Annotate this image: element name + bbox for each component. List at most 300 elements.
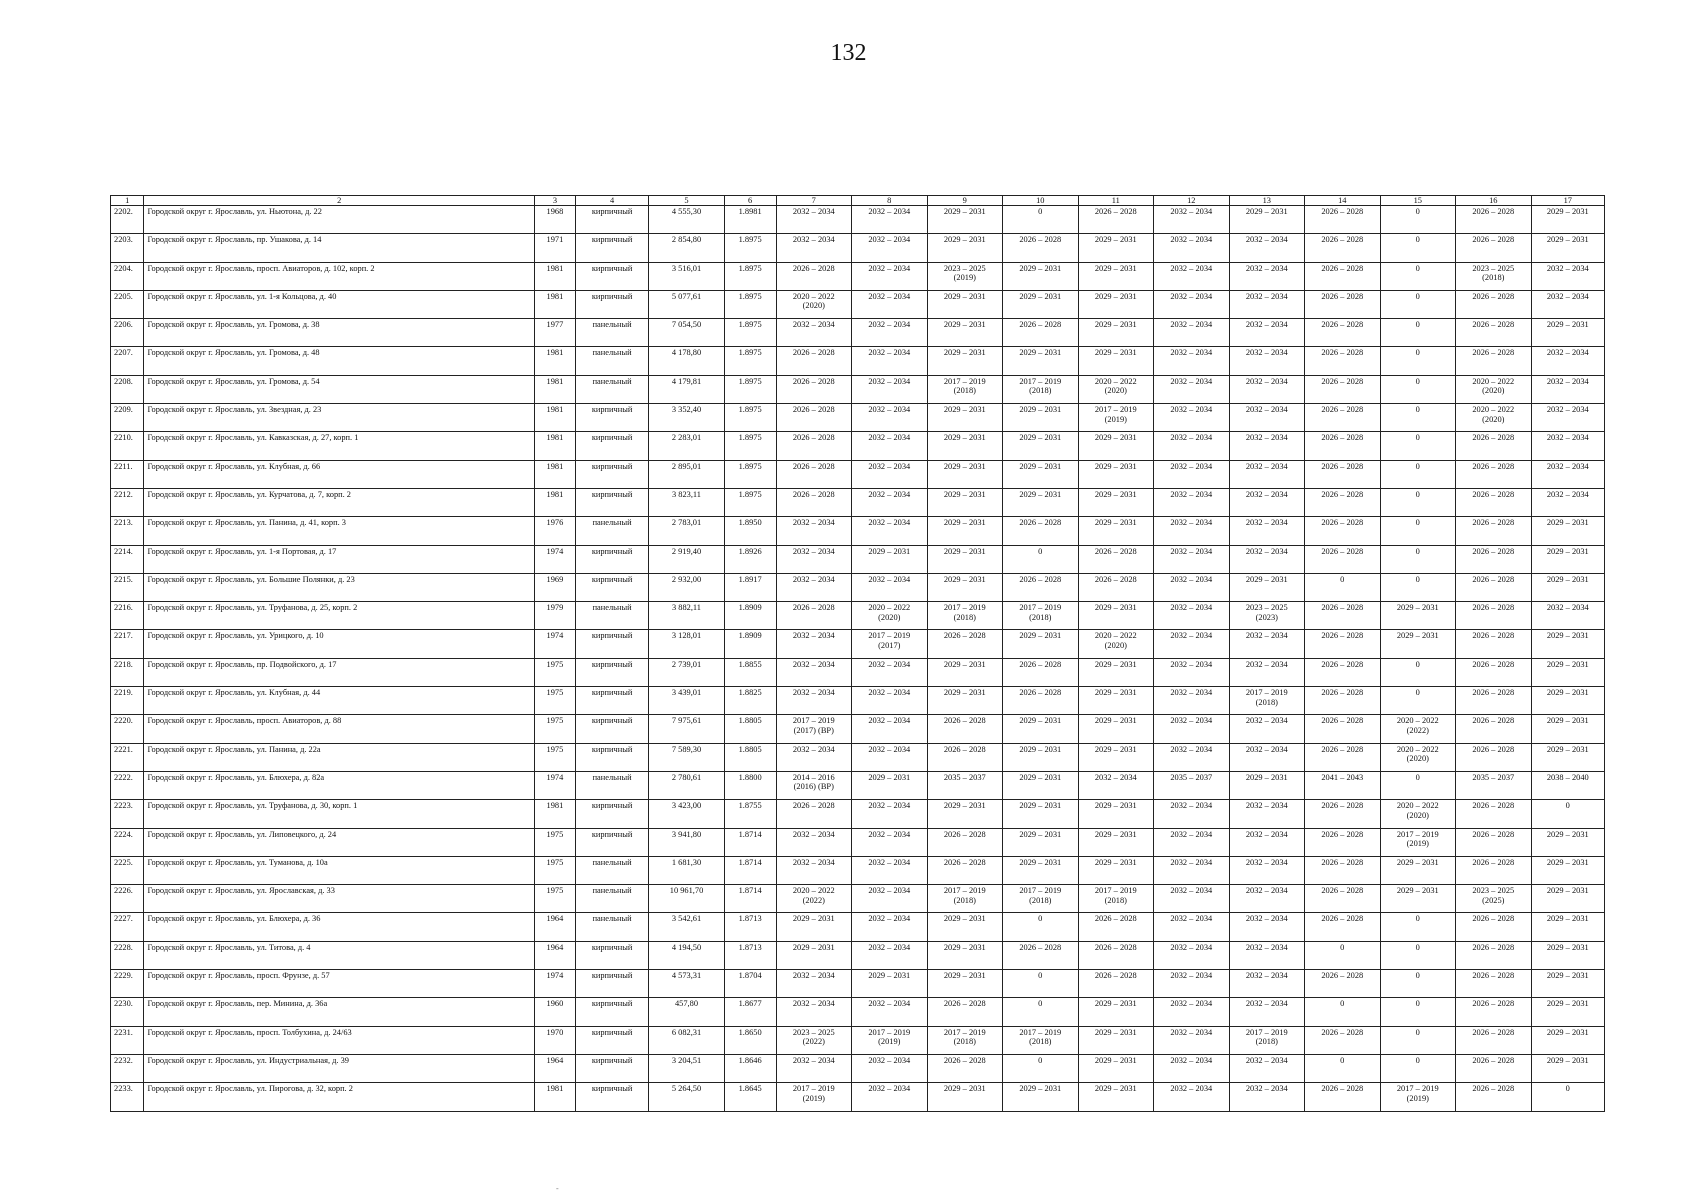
table-cell: 2032 – 2034: [852, 800, 928, 828]
table-cell: 2032 – 2034: [776, 743, 852, 771]
table-cell: 2032 – 2034: [852, 856, 928, 884]
table-cell: 2032 – 2034: [1154, 488, 1230, 516]
table-cell: 2026 – 2028: [1305, 715, 1381, 743]
table-cell: 4 194,50: [649, 941, 725, 969]
table-cell: 2032 – 2034: [776, 545, 852, 573]
table-cell: 2026 – 2028: [776, 800, 852, 828]
table-cell: 2029 – 2031: [927, 319, 1003, 347]
table-cell: 1.8825: [724, 687, 776, 715]
address-cell: Городской округ г. Ярославль, ул. Труфанова, д. 30, корп. 1: [144, 800, 534, 828]
table-cell: 2026 – 2028: [1456, 630, 1532, 658]
table-cell: 2032 – 2034: [1531, 488, 1604, 516]
table-cell: 2032 – 2034: [1154, 460, 1230, 488]
table-cell: 2032 – 2034: [1229, 517, 1305, 545]
table-row: [111, 206, 1605, 234]
table-cell: 2032 – 2034: [852, 573, 928, 601]
address-cell: Городской округ г. Ярославль, ул. Туманова, д. 10а: [144, 856, 534, 884]
table-cell: 2029 – 2031: [1003, 290, 1079, 318]
table-cell: 2026 – 2028: [1456, 347, 1532, 375]
row-number-cell: 2210.: [111, 432, 144, 460]
table-cell: 2029 – 2031: [852, 545, 928, 573]
table-row: [111, 771, 1605, 799]
row-number-cell: 2221.: [111, 743, 144, 771]
table-cell: 1974: [534, 771, 575, 799]
table-cell: 2032 – 2034: [1154, 885, 1230, 913]
table-cell: 2023 – 2025 (2022): [776, 1026, 852, 1054]
column-header: 5: [649, 196, 725, 206]
column-header: 17: [1531, 196, 1604, 206]
table-row: [111, 885, 1605, 913]
column-header: 2: [144, 196, 534, 206]
table-cell: 2032 – 2034: [1154, 913, 1230, 941]
table-cell: 2026 – 2028: [1003, 573, 1079, 601]
table-cell: 2026 – 2028: [1003, 319, 1079, 347]
table-cell: 2026 – 2028: [1305, 404, 1381, 432]
table-cell: 3 439,01: [649, 687, 725, 715]
table-cell: 2032 – 2034: [1229, 970, 1305, 998]
table-cell: 2026 – 2028: [1456, 460, 1532, 488]
table-cell: кирпичный: [575, 743, 648, 771]
table-cell: 2029 – 2031: [1003, 800, 1079, 828]
address-cell: Городской округ г. Ярославль, ул. 1-я Портовая, д. 17: [144, 545, 534, 573]
column-number-row: [111, 196, 1605, 206]
table-cell: 1975: [534, 885, 575, 913]
table-cell: 2029 – 2031: [1003, 771, 1079, 799]
table-cell: 2029 – 2031: [927, 488, 1003, 516]
table-cell: 2026 – 2028: [1456, 970, 1532, 998]
table-cell: 2026 – 2028: [927, 743, 1003, 771]
row-number-cell: 2226.: [111, 885, 144, 913]
table-cell: 2032 – 2034: [852, 913, 928, 941]
table-row: [111, 375, 1605, 403]
table-cell: 1.8909: [724, 602, 776, 630]
row-number-cell: 2232.: [111, 1054, 144, 1082]
table-cell: 2014 – 2016 (2016) (ВР): [776, 771, 852, 799]
table-cell: 2029 – 2031: [1531, 517, 1604, 545]
table-cell: 2026 – 2028: [776, 602, 852, 630]
table-cell: 1.8917: [724, 573, 776, 601]
table-cell: 0: [1380, 432, 1456, 460]
table-cell: 2032 – 2034: [1229, 234, 1305, 262]
table-cell: 1 681,30: [649, 856, 725, 884]
table-cell: 2026 – 2028: [1456, 290, 1532, 318]
table-cell: 1974: [534, 545, 575, 573]
table-cell: 1.8713: [724, 913, 776, 941]
table-cell: 2026 – 2028: [1456, 545, 1532, 573]
table-cell: 2026 – 2028: [927, 828, 1003, 856]
address-cell: Городской округ г. Ярославль, ул. Индустриальная, д. 39: [144, 1054, 534, 1082]
table-cell: 2026 – 2028: [1456, 432, 1532, 460]
column-header: 15: [1380, 196, 1456, 206]
table-cell: 1.8800: [724, 771, 776, 799]
table-row: [111, 998, 1605, 1026]
table-cell: 2029 – 2031: [1229, 771, 1305, 799]
table-cell: 1981: [534, 375, 575, 403]
address-cell: Городской округ г. Ярославль, просп. Толбухина, д. 24/63: [144, 1026, 534, 1054]
table-cell: 3 128,01: [649, 630, 725, 658]
table-cell: 2032 – 2034: [1154, 545, 1230, 573]
table-cell: 2023 – 2025 (2023): [1229, 602, 1305, 630]
table-cell: 1974: [534, 630, 575, 658]
table-cell: 0: [1380, 970, 1456, 998]
address-cell: Городской округ г. Ярославль, ул. Громова, д. 54: [144, 375, 534, 403]
table-cell: 0: [1380, 658, 1456, 686]
table-cell: 1.8981: [724, 206, 776, 234]
table-cell: 2026 – 2028: [1456, 1026, 1532, 1054]
table-row: [111, 913, 1605, 941]
table-cell: 2032 – 2034: [776, 828, 852, 856]
table-cell: 2032 – 2034: [1154, 290, 1230, 318]
table-cell: 2032 – 2034: [1154, 347, 1230, 375]
table-cell: кирпичный: [575, 262, 648, 290]
page-number: 132: [830, 40, 867, 66]
table-cell: 2032 – 2034: [1154, 1054, 1230, 1082]
table-cell: 2032 – 2034: [1154, 800, 1230, 828]
table-cell: 2029 – 2031: [1531, 319, 1604, 347]
table-row: [111, 630, 1605, 658]
row-number-cell: 2220.: [111, 715, 144, 743]
table-cell: 2026 – 2028: [1456, 517, 1532, 545]
table-cell: 4 178,80: [649, 347, 725, 375]
table-cell: 2029 – 2031: [927, 234, 1003, 262]
table-cell: 457,80: [649, 998, 725, 1026]
table-cell: 2026 – 2028: [776, 375, 852, 403]
table-cell: 2017 – 2019 (2018): [1229, 687, 1305, 715]
table-cell: 2020 – 2022 (2020): [1380, 743, 1456, 771]
table-cell: 2029 – 2031: [1003, 404, 1079, 432]
table-cell: кирпичный: [575, 1054, 648, 1082]
table-cell: 2023 – 2025 (2018): [1456, 262, 1532, 290]
table-cell: 2032 – 2034: [1154, 715, 1230, 743]
table-cell: 2026 – 2028: [776, 347, 852, 375]
table-cell: 2026 – 2028: [1003, 941, 1079, 969]
table-cell: кирпичный: [575, 828, 648, 856]
table-cell: 2026 – 2028: [1003, 658, 1079, 686]
table-cell: 2029 – 2031: [1078, 1054, 1154, 1082]
table-cell: 2032 – 2034: [1229, 828, 1305, 856]
table-cell: кирпичный: [575, 998, 648, 1026]
table-cell: 2 919,40: [649, 545, 725, 573]
table-cell: 2026 – 2028: [927, 715, 1003, 743]
table-cell: 2026 – 2028: [1305, 602, 1381, 630]
table-cell: кирпичный: [575, 800, 648, 828]
table-cell: 4 555,30: [649, 206, 725, 234]
table-cell: 2026 – 2028: [927, 856, 1003, 884]
table-cell: 2023 – 2025 (2025): [1456, 885, 1532, 913]
table-cell: 2032 – 2034: [852, 998, 928, 1026]
table-cell: 0: [1380, 573, 1456, 601]
table-cell: 2026 – 2028: [1305, 460, 1381, 488]
column-header: 13: [1229, 196, 1305, 206]
table-cell: 3 423,00: [649, 800, 725, 828]
table-cell: кирпичный: [575, 573, 648, 601]
table-cell: 2026 – 2028: [1305, 885, 1381, 913]
address-cell: Городской округ г. Ярославль, ул. 1-я Кольцова, д. 40: [144, 290, 534, 318]
scan-mark: -: [556, 1184, 559, 1193]
table-cell: 2026 – 2028: [1456, 743, 1532, 771]
row-number-cell: 2225.: [111, 856, 144, 884]
table-cell: 2029 – 2031: [1229, 573, 1305, 601]
table-cell: 1964: [534, 913, 575, 941]
table-cell: 2032 – 2034: [852, 347, 928, 375]
address-cell: Городской округ г. Ярославль, просп. Авиаторов, д. 102, корп. 2: [144, 262, 534, 290]
table-cell: 1.8704: [724, 970, 776, 998]
row-number-cell: 2209.: [111, 404, 144, 432]
address-cell: Городской округ г. Ярославль, ул. Ярославская, д. 33: [144, 885, 534, 913]
table-cell: 1968: [534, 206, 575, 234]
table-row: [111, 1026, 1605, 1054]
row-number-cell: 2205.: [111, 290, 144, 318]
table-cell: 2017 – 2019 (2019): [1380, 1083, 1456, 1111]
table-cell: 2017 – 2019 (2018): [1003, 602, 1079, 630]
address-cell: Городской округ г. Ярославль, ул. Труфанова, д. 25, корп. 2: [144, 602, 534, 630]
table-cell: 1981: [534, 262, 575, 290]
table-cell: 2032 – 2034: [1078, 771, 1154, 799]
table-cell: 2032 – 2034: [1154, 998, 1230, 1026]
table-cell: 1960: [534, 998, 575, 1026]
table-row: [111, 602, 1605, 630]
housing-register-table: [110, 195, 1605, 1112]
table-cell: 2020 – 2022 (2020): [1456, 404, 1532, 432]
table-cell: 2032 – 2034: [776, 970, 852, 998]
table-cell: 0: [1380, 687, 1456, 715]
row-number-cell: 2206.: [111, 319, 144, 347]
table-cell: 1971: [534, 234, 575, 262]
table-cell: 2029 – 2031: [1531, 913, 1604, 941]
table-cell: 2029 – 2031: [1003, 630, 1079, 658]
table-cell: 0: [1380, 545, 1456, 573]
table-row: [111, 687, 1605, 715]
table-cell: 1.8755: [724, 800, 776, 828]
row-number-cell: 2218.: [111, 658, 144, 686]
table-cell: 2032 – 2034: [1154, 206, 1230, 234]
table-cell: 2029 – 2031: [1531, 1026, 1604, 1054]
table-cell: 2032 – 2034: [1229, 404, 1305, 432]
table-cell: 3 516,01: [649, 262, 725, 290]
table-cell: панельный: [575, 602, 648, 630]
table-cell: 2 895,01: [649, 460, 725, 488]
table-cell: 2026 – 2028: [1305, 290, 1381, 318]
table-cell: 1.8714: [724, 885, 776, 913]
table-cell: кирпичный: [575, 460, 648, 488]
table-cell: 2029 – 2031: [1531, 970, 1604, 998]
table-cell: 2032 – 2034: [1154, 602, 1230, 630]
table-cell: 2026 – 2028: [1456, 658, 1532, 686]
table-cell: 2026 – 2028: [1456, 913, 1532, 941]
table-cell: 2029 – 2031: [1380, 602, 1456, 630]
address-cell: Городской округ г. Ярославль, ул. Звездная, д. 23: [144, 404, 534, 432]
table-cell: 1975: [534, 687, 575, 715]
table-cell: 2032 – 2034: [1229, 885, 1305, 913]
table-cell: 2032 – 2034: [776, 206, 852, 234]
column-header: 11: [1078, 196, 1154, 206]
table-cell: кирпичный: [575, 970, 648, 998]
address-cell: Городской округ г. Ярославль, ул. Ньютона, д. 22: [144, 206, 534, 234]
table-cell: 2029 – 2031: [1003, 743, 1079, 771]
table-cell: 4 573,31: [649, 970, 725, 998]
table-row: [111, 404, 1605, 432]
table-cell: 2029 – 2031: [1531, 630, 1604, 658]
table-cell: 2029 – 2031: [1078, 743, 1154, 771]
address-cell: Городской округ г. Ярославль, ул. Клубная, д. 66: [144, 460, 534, 488]
table-cell: 2026 – 2028: [1305, 347, 1381, 375]
table-cell: 2032 – 2034: [852, 1054, 928, 1082]
table-cell: 2032 – 2034: [1154, 1083, 1230, 1111]
column-header: 12: [1154, 196, 1230, 206]
table-cell: 1.8646: [724, 1054, 776, 1082]
table-cell: кирпичный: [575, 1083, 648, 1111]
table-cell: 1981: [534, 404, 575, 432]
table-cell: 2026 – 2028: [1456, 856, 1532, 884]
table-cell: 2032 – 2034: [1531, 262, 1604, 290]
table-cell: 1.8975: [724, 262, 776, 290]
table-cell: 0: [1305, 1054, 1381, 1082]
address-cell: Городской округ г. Ярославль, ул. Блюхера, д. 82а: [144, 771, 534, 799]
table-cell: 2032 – 2034: [1154, 970, 1230, 998]
table-cell: 2032 – 2034: [776, 856, 852, 884]
table-cell: 2026 – 2028: [1305, 658, 1381, 686]
row-number-cell: 2230.: [111, 998, 144, 1026]
table-cell: 2 283,01: [649, 432, 725, 460]
table-cell: 2026 – 2028: [1078, 970, 1154, 998]
table-cell: 2029 – 2031: [1078, 488, 1154, 516]
table-cell: 2026 – 2028: [1003, 687, 1079, 715]
table-cell: 4 179,81: [649, 375, 725, 403]
table-row: [111, 800, 1605, 828]
table-cell: 2020 – 2022 (2020): [1380, 800, 1456, 828]
table-row: [111, 941, 1605, 969]
table-cell: 2026 – 2028: [1078, 573, 1154, 601]
table-cell: 2020 – 2022 (2020): [1078, 630, 1154, 658]
table-cell: 2029 – 2031: [927, 1083, 1003, 1111]
table-cell: 1.8926: [724, 545, 776, 573]
table-cell: кирпичный: [575, 432, 648, 460]
table-cell: 2017 – 2019 (2019): [1078, 404, 1154, 432]
table-cell: 2032 – 2034: [1229, 1054, 1305, 1082]
table-cell: 2 932,00: [649, 573, 725, 601]
table-cell: 2029 – 2031: [1078, 658, 1154, 686]
table-cell: 3 823,11: [649, 488, 725, 516]
table-cell: 5 077,61: [649, 290, 725, 318]
table-cell: 2029 – 2031: [1531, 856, 1604, 884]
table-cell: 2020 – 2022 (2022): [1380, 715, 1456, 743]
table-cell: 2029 – 2031: [1078, 319, 1154, 347]
table-row: [111, 234, 1605, 262]
row-number-cell: 2202.: [111, 206, 144, 234]
table-cell: 2026 – 2028: [1305, 970, 1381, 998]
table-cell: 2032 – 2034: [1531, 347, 1604, 375]
table-cell: 2029 – 2031: [1531, 234, 1604, 262]
table-row: [111, 1083, 1605, 1111]
table-cell: 1.8713: [724, 941, 776, 969]
table-cell: 2026 – 2028: [1305, 432, 1381, 460]
table-cell: 2029 – 2031: [927, 290, 1003, 318]
table-cell: 2026 – 2028: [1456, 800, 1532, 828]
table-cell: 2026 – 2028: [1456, 206, 1532, 234]
table-cell: 2026 – 2028: [927, 998, 1003, 1026]
table-cell: 2026 – 2028: [1305, 319, 1381, 347]
table-cell: панельный: [575, 771, 648, 799]
table-cell: 2 780,61: [649, 771, 725, 799]
table-cell: 7 589,30: [649, 743, 725, 771]
row-number-cell: 2208.: [111, 375, 144, 403]
table-cell: 2032 – 2034: [1229, 319, 1305, 347]
table-cell: 2026 – 2028: [1456, 1054, 1532, 1082]
table-cell: 1.8975: [724, 488, 776, 516]
row-number-cell: 2213.: [111, 517, 144, 545]
row-number-cell: 2216.: [111, 602, 144, 630]
column-header: 1: [111, 196, 144, 206]
table-cell: 2032 – 2034: [1531, 602, 1604, 630]
table-cell: 0: [1003, 998, 1079, 1026]
table-cell: 1975: [534, 743, 575, 771]
table-cell: 0: [1380, 347, 1456, 375]
table-cell: 2032 – 2034: [852, 404, 928, 432]
table-cell: 2017 – 2019 (2018): [927, 1026, 1003, 1054]
table-cell: 2029 – 2031: [927, 800, 1003, 828]
table-cell: 1981: [534, 488, 575, 516]
table-cell: 2032 – 2034: [1229, 375, 1305, 403]
row-number-cell: 2211.: [111, 460, 144, 488]
table-cell: 0: [1380, 998, 1456, 1026]
table-cell: 2032 – 2034: [852, 1083, 928, 1111]
table-cell: 2029 – 2031: [1380, 856, 1456, 884]
table-cell: 1.8975: [724, 404, 776, 432]
table-cell: 1.8714: [724, 856, 776, 884]
column-header: 10: [1003, 196, 1079, 206]
column-header: 16: [1456, 196, 1532, 206]
table-cell: кирпичный: [575, 687, 648, 715]
table-cell: 2029 – 2031: [927, 573, 1003, 601]
table-cell: 3 882,11: [649, 602, 725, 630]
column-header: 6: [724, 196, 776, 206]
table-cell: 2017 – 2019 (2018): [1003, 885, 1079, 913]
table-cell: 2029 – 2031: [1003, 828, 1079, 856]
table-cell: 2032 – 2034: [1229, 941, 1305, 969]
table-cell: 2032 – 2034: [1531, 290, 1604, 318]
table-cell: 2026 – 2028: [1305, 800, 1381, 828]
table-cell: 0: [1380, 404, 1456, 432]
table-cell: 2029 – 2031: [927, 404, 1003, 432]
table-cell: 2026 – 2028: [1456, 941, 1532, 969]
table-cell: 2026 – 2028: [1456, 715, 1532, 743]
table-cell: 2029 – 2031: [1531, 998, 1604, 1026]
table-row: [111, 488, 1605, 516]
table-cell: 1.8645: [724, 1083, 776, 1111]
address-cell: Городской округ г. Ярославль, ул. Громова, д. 48: [144, 347, 534, 375]
table-cell: 1.8855: [724, 658, 776, 686]
table-cell: 2029 – 2031: [1078, 602, 1154, 630]
table-cell: 2026 – 2028: [1456, 998, 1532, 1026]
table-cell: 2032 – 2034: [852, 743, 928, 771]
table-cell: 2026 – 2028: [1305, 913, 1381, 941]
table-cell: 1981: [534, 290, 575, 318]
table-cell: 2032 – 2034: [1229, 262, 1305, 290]
table-cell: 2029 – 2031: [1078, 715, 1154, 743]
table-cell: 2026 – 2028: [1456, 687, 1532, 715]
table-cell: 2029 – 2031: [927, 658, 1003, 686]
table-cell: панельный: [575, 856, 648, 884]
table-body: [111, 206, 1605, 1112]
table-cell: 2026 – 2028: [1003, 234, 1079, 262]
table-cell: 2017 – 2019 (2018): [1078, 885, 1154, 913]
table-cell: 2032 – 2034: [1154, 856, 1230, 884]
table-cell: 2017 – 2019 (2018): [1003, 375, 1079, 403]
address-cell: Городской округ г. Ярославль, ул. Титова, д. 4: [144, 941, 534, 969]
table-cell: 2020 – 2022 (2020): [1456, 375, 1532, 403]
table-cell: 0: [1003, 1054, 1079, 1082]
table-cell: 2029 – 2031: [1078, 687, 1154, 715]
